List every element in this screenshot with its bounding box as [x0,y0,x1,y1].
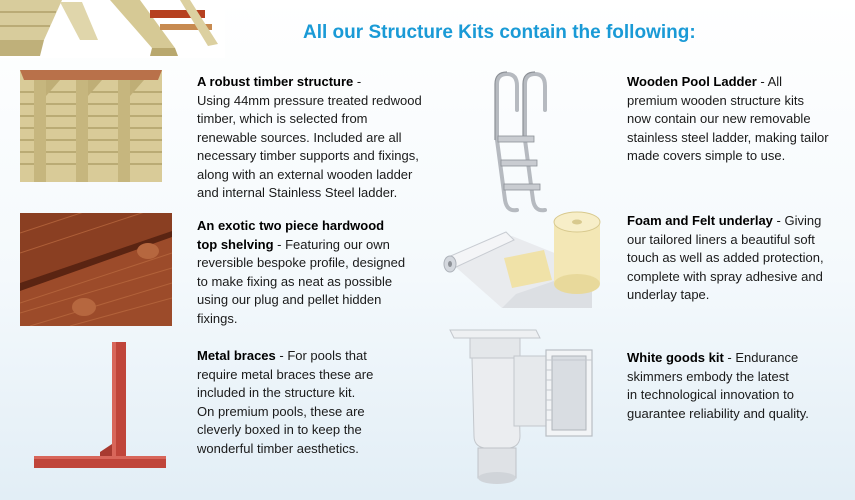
metal-braces-title: Metal braces [197,348,276,363]
timber-line-1: Using 44mm pressure treated redwood [197,92,422,108]
goods-line-3: guarantee reliability and quality. [627,405,809,421]
goods-line-0: - Endurance [723,350,799,365]
pool-deck-corner-image [0,0,225,58]
hardwood-shelving-title-2: top shelving [197,236,274,252]
foam-felt-title: Foam and Felt underlay [627,213,773,228]
timber-structure-description [197,73,442,203]
shelving-line-4: fixings. [197,310,238,326]
ladder-line-1: premium wooden structure kits [627,92,805,108]
foam-line-3: complete with spray adhesive and [627,268,823,284]
timber-structure-title: A robust timber structure [197,74,354,89]
braces-line-2: included in the structure kit. [197,385,356,400]
skimmer-image [448,326,598,498]
timber-wall-image [20,70,162,182]
ladder-line-4: made covers simple to use. [627,148,786,163]
foam-line-4: underlay tape. [627,287,710,302]
goods-line-1: skimmers embody the latest [627,368,789,384]
foam-felt-rolls-image [442,210,610,310]
foam-line-2: touch as well as added protection, [627,250,824,265]
hardwood-shelf-image [20,213,172,326]
pool-ladder-description [627,73,852,166]
timber-line-3: renewable sources. Included are all [197,129,402,145]
braces-line-3: On premium pools, these are [197,403,365,419]
shelving-line-1: reversible bespoke profile, designed [197,255,406,270]
timber-line-5: along with an external wooden ladder [197,166,413,182]
white-goods-title: White goods kit [627,350,724,365]
ladder-line-2: now contain our new removable [627,111,811,126]
shelving-line-3: using our plug and pellet hidden [197,292,382,307]
braces-line-1: require metal braces these are [197,366,374,382]
pool-ladder-title: Wooden Pool Ladder [627,74,757,89]
hardwood-shelving-description [197,217,429,328]
shelving-line-2: to make fixing as neat as possible [197,273,393,289]
braces-line-0: - For pools that [275,348,367,363]
braces-line-5: wonderful timber aesthetics. [197,440,359,456]
timber-line-4: necessary timber supports and fixings, [197,148,419,163]
ladder-line-0: - All [756,74,783,89]
metal-brace-image [30,340,170,472]
foam-line-1: our tailored liners a beautiful soft [627,231,815,247]
foam-line-0: - Giving [772,213,822,228]
hardwood-shelving-title-1: An exotic two piece hardwood [197,218,385,233]
timber-line-2: timber, which is selected from [197,111,368,126]
page-heading: All our Structure Kits contain the following: [303,22,696,43]
timber-line-0: - [353,74,362,89]
metal-braces-description [197,347,412,458]
foam-felt-description [627,212,852,305]
white-goods-description [627,349,852,423]
timber-line-6: and internal Stainless Steel ladder. [197,185,398,200]
steel-ladder-image [487,70,557,220]
braces-line-4: cleverly boxed in to keep the [197,422,362,437]
goods-line-2: in technological innovation to [627,387,794,402]
ladder-line-3: stainless steel ladder, making tailor [627,129,829,145]
shelving-line-0: - Featuring our own [273,236,390,252]
